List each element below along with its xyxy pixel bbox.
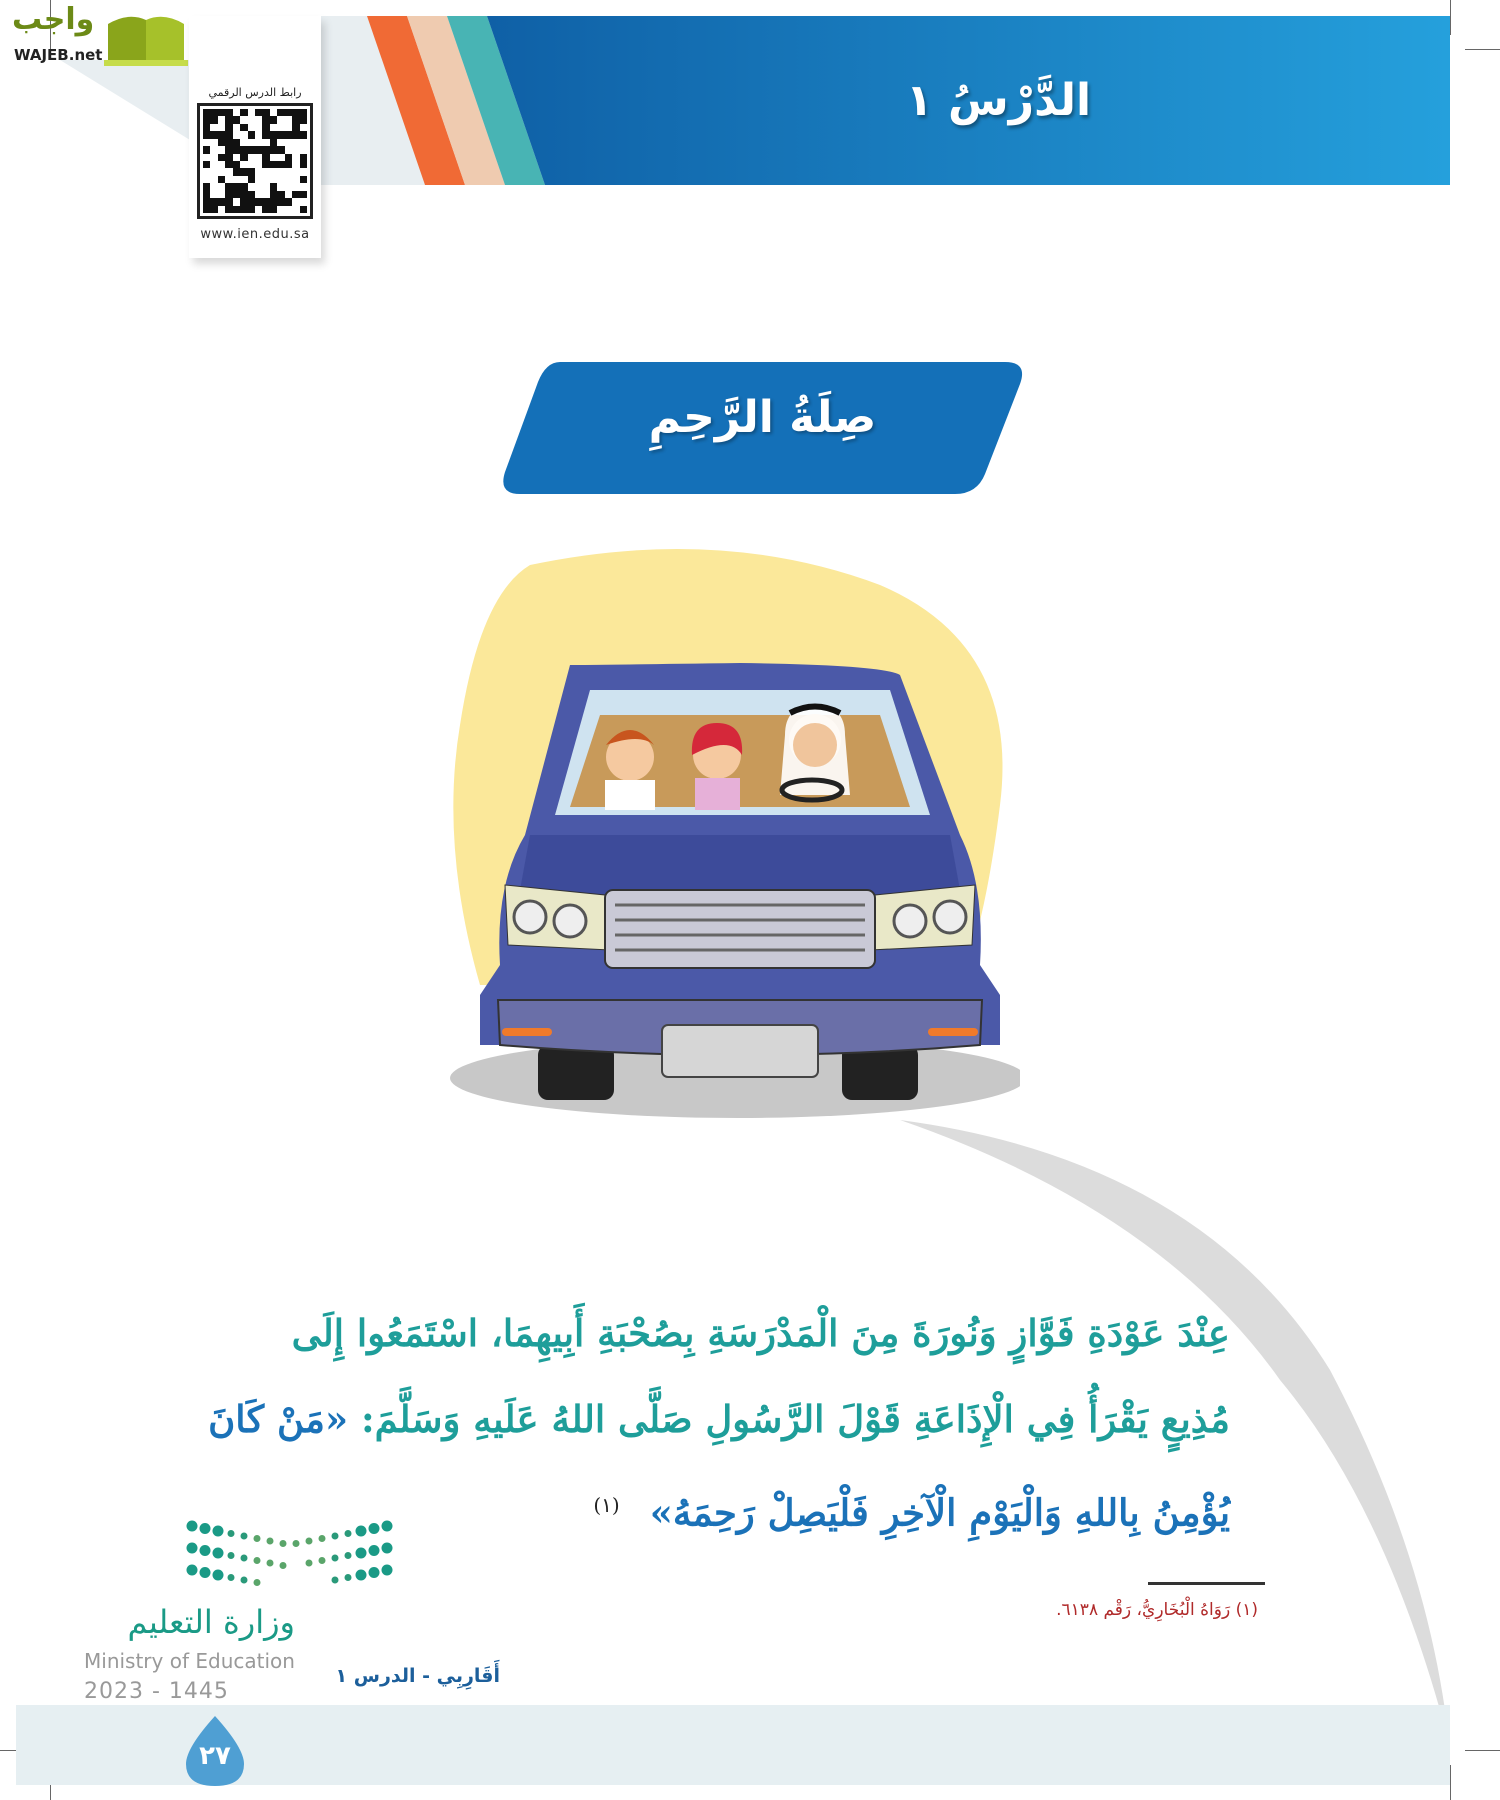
qr-module bbox=[285, 146, 292, 153]
qr-module bbox=[292, 124, 299, 131]
qr-module bbox=[292, 206, 299, 213]
qr-module bbox=[248, 176, 255, 183]
hadith-quote: «مَنْ كَانَ bbox=[208, 1397, 349, 1441]
qr-module bbox=[285, 109, 292, 116]
qr-module bbox=[292, 176, 299, 183]
qr-module bbox=[277, 109, 284, 116]
qr-module bbox=[240, 168, 247, 175]
qr-module bbox=[277, 176, 284, 183]
qr-module bbox=[233, 161, 240, 168]
qr-module bbox=[218, 183, 225, 190]
qr-module bbox=[262, 109, 269, 116]
crop-mark bbox=[1465, 49, 1500, 50]
qr-module bbox=[203, 131, 210, 138]
logo-dot bbox=[213, 1526, 224, 1537]
qr-module bbox=[277, 139, 284, 146]
qr-module bbox=[277, 198, 284, 205]
qr-module bbox=[277, 116, 284, 123]
paragraph-line: عِنْدَ عَوْدَةِ فَوَّازٍ وَنُورَةَ مِنَ الْمَدْرَسَةِ بِصُحْبَةِ أَبِيهِمَا، اسْتَمَعُوا إِلَى bbox=[291, 1311, 1230, 1355]
qr-module bbox=[285, 183, 292, 190]
logo-dot bbox=[319, 1557, 326, 1564]
qr-module bbox=[203, 168, 210, 175]
qr-module bbox=[225, 124, 232, 131]
qr-module bbox=[255, 146, 262, 153]
qr-module bbox=[225, 168, 232, 175]
logo-dot bbox=[200, 1545, 211, 1556]
logo-dot bbox=[280, 1540, 287, 1547]
qr-module bbox=[225, 139, 232, 146]
family-car-illustration bbox=[440, 545, 1020, 1125]
qr-module bbox=[210, 161, 217, 168]
qr-module bbox=[240, 198, 247, 205]
qr-module bbox=[255, 176, 262, 183]
qr-module bbox=[233, 139, 240, 146]
qr-label: رابط الدرس الرقمي bbox=[208, 86, 302, 99]
lesson-intro-paragraph bbox=[190, 1290, 1230, 1555]
qr-module bbox=[262, 146, 269, 153]
logo-dot bbox=[382, 1521, 393, 1532]
qr-module bbox=[218, 168, 225, 175]
qr-module bbox=[300, 116, 307, 123]
qr-module bbox=[248, 109, 255, 116]
qr-module bbox=[285, 131, 292, 138]
qr-module bbox=[292, 198, 299, 205]
qr-module bbox=[292, 131, 299, 138]
qr-module bbox=[203, 109, 210, 116]
qr-module bbox=[210, 198, 217, 205]
logo-dot bbox=[187, 1521, 198, 1532]
qr-module bbox=[300, 109, 307, 116]
qr-module bbox=[233, 116, 240, 123]
qr-module bbox=[255, 206, 262, 213]
logo-dot bbox=[369, 1545, 380, 1556]
qr-module bbox=[270, 161, 277, 168]
qr-module bbox=[292, 146, 299, 153]
qr-module bbox=[262, 206, 269, 213]
qr-module bbox=[210, 139, 217, 146]
qr-module bbox=[203, 198, 210, 205]
qr-module bbox=[240, 116, 247, 123]
logo-dot bbox=[280, 1562, 287, 1569]
lesson-banner bbox=[367, 16, 1450, 185]
qr-module bbox=[240, 154, 247, 161]
qr-module bbox=[277, 191, 284, 198]
logo-dot bbox=[356, 1548, 367, 1559]
qr-module bbox=[225, 154, 232, 161]
qr-module bbox=[300, 176, 307, 183]
qr-module bbox=[292, 168, 299, 175]
qr-module bbox=[300, 124, 307, 131]
footnote-divider bbox=[1148, 1582, 1265, 1585]
qr-module bbox=[218, 191, 225, 198]
qr-module bbox=[218, 131, 225, 138]
qr-module bbox=[218, 139, 225, 146]
qr-module bbox=[292, 109, 299, 116]
qr-module bbox=[233, 198, 240, 205]
qr-module bbox=[277, 131, 284, 138]
qr-module bbox=[255, 168, 262, 175]
qr-module bbox=[285, 206, 292, 213]
qr-module bbox=[240, 183, 247, 190]
qr-module bbox=[255, 124, 262, 131]
qr-module bbox=[270, 109, 277, 116]
qr-module bbox=[203, 124, 210, 131]
qr-module bbox=[255, 191, 262, 198]
qr-module bbox=[300, 139, 307, 146]
crop-mark bbox=[1450, 0, 1451, 35]
qr-module bbox=[203, 191, 210, 198]
qr-module bbox=[270, 124, 277, 131]
logo-dot bbox=[241, 1577, 248, 1584]
qr-module bbox=[248, 191, 255, 198]
qr-module bbox=[218, 206, 225, 213]
qr-module bbox=[225, 206, 232, 213]
qr-module bbox=[240, 176, 247, 183]
qr-module bbox=[255, 183, 262, 190]
qr-module bbox=[300, 198, 307, 205]
ministry-logo-dots bbox=[186, 1518, 396, 1590]
qr-module bbox=[262, 154, 269, 161]
logo-dot bbox=[369, 1567, 380, 1578]
qr-module bbox=[255, 131, 262, 138]
qr-module bbox=[300, 161, 307, 168]
logo-dot bbox=[228, 1552, 235, 1559]
qr-module bbox=[225, 191, 232, 198]
wajeb-brand-ar: واجب bbox=[12, 2, 95, 37]
page-number: ٢٧ bbox=[199, 1741, 231, 1771]
qr-module bbox=[292, 116, 299, 123]
logo-dot bbox=[267, 1538, 274, 1545]
qr-module bbox=[270, 168, 277, 175]
qr-module bbox=[240, 109, 247, 116]
qr-module bbox=[262, 124, 269, 131]
qr-module bbox=[210, 124, 217, 131]
qr-module bbox=[203, 183, 210, 190]
qr-module bbox=[277, 124, 284, 131]
qr-module bbox=[285, 124, 292, 131]
qr-module bbox=[233, 176, 240, 183]
qr-module bbox=[277, 183, 284, 190]
qr-module bbox=[255, 154, 262, 161]
qr-module bbox=[203, 206, 210, 213]
crop-mark bbox=[1450, 1765, 1451, 1800]
qr-module bbox=[218, 116, 225, 123]
qr-module bbox=[270, 183, 277, 190]
paragraph-line bbox=[190, 1376, 1230, 1462]
crop-mark bbox=[1465, 1750, 1500, 1751]
footnote-reference[interactable]: (١) bbox=[593, 1493, 620, 1517]
qr-module bbox=[210, 176, 217, 183]
qr-module bbox=[210, 168, 217, 175]
qr-module bbox=[218, 146, 225, 153]
logo-dot bbox=[213, 1548, 224, 1559]
logo-dot bbox=[345, 1530, 352, 1537]
qr-module bbox=[300, 154, 307, 161]
qr-module bbox=[203, 116, 210, 123]
qr-module bbox=[210, 206, 217, 213]
logo-dot bbox=[213, 1570, 224, 1581]
qr-card[interactable] bbox=[189, 16, 321, 258]
qr-module bbox=[218, 154, 225, 161]
qr-module bbox=[255, 109, 262, 116]
qr-module bbox=[218, 109, 225, 116]
logo-dot bbox=[254, 1557, 261, 1564]
logo-dot bbox=[356, 1526, 367, 1537]
qr-module bbox=[225, 161, 232, 168]
wajeb-logo bbox=[8, 4, 188, 66]
qr-module bbox=[203, 154, 210, 161]
qr-module bbox=[300, 131, 307, 138]
qr-module bbox=[210, 109, 217, 116]
qr-module bbox=[233, 146, 240, 153]
qr-module bbox=[210, 183, 217, 190]
lesson-label: أَقَارِبِي - الدرس ١ bbox=[335, 1665, 500, 1687]
logo-dot bbox=[254, 1579, 261, 1586]
qr-module bbox=[292, 139, 299, 146]
qr-module bbox=[262, 168, 269, 175]
qr-module bbox=[270, 139, 277, 146]
qr-module bbox=[225, 146, 232, 153]
qr-module bbox=[300, 168, 307, 175]
qr-module bbox=[248, 116, 255, 123]
logo-dot bbox=[332, 1555, 339, 1562]
logo-dot bbox=[332, 1577, 339, 1584]
qr-module bbox=[225, 198, 232, 205]
logo-dot bbox=[187, 1565, 198, 1576]
logo-dot bbox=[345, 1574, 352, 1581]
qr-module bbox=[262, 131, 269, 138]
qr-module bbox=[277, 154, 284, 161]
logo-dot bbox=[187, 1543, 198, 1554]
qr-module bbox=[210, 131, 217, 138]
qr-module bbox=[262, 183, 269, 190]
qr-module bbox=[248, 154, 255, 161]
lesson-title: الدَّرْسُ ١ bbox=[905, 75, 1092, 126]
qr-module bbox=[225, 109, 232, 116]
qr-module bbox=[240, 191, 247, 198]
qr-module bbox=[210, 146, 217, 153]
qr-module bbox=[248, 183, 255, 190]
logo-dot bbox=[382, 1543, 393, 1554]
qr-module bbox=[270, 176, 277, 183]
qr-module bbox=[300, 183, 307, 190]
qr-module bbox=[240, 124, 247, 131]
qr-module bbox=[270, 116, 277, 123]
qr-module bbox=[225, 131, 232, 138]
qr-module bbox=[270, 206, 277, 213]
qr-module bbox=[255, 198, 262, 205]
qr-module bbox=[300, 191, 307, 198]
logo-dot bbox=[382, 1565, 393, 1576]
qr-module bbox=[248, 168, 255, 175]
qr-module bbox=[277, 168, 284, 175]
qr-module bbox=[262, 191, 269, 198]
qr-module bbox=[285, 168, 292, 175]
logo-dot bbox=[200, 1523, 211, 1534]
qr-module bbox=[300, 206, 307, 213]
qr-module bbox=[233, 206, 240, 213]
paragraph-text: مُذِيعٍ يَقْرَأُ فِي الْإِذَاعَةِ قَوْلَ الرَّسُولِ صَلَّى اللهُ عَلَيهِ وَسَلَّمَ: bbox=[361, 1397, 1230, 1441]
qr-module bbox=[248, 124, 255, 131]
qr-module bbox=[248, 206, 255, 213]
qr-module bbox=[203, 161, 210, 168]
logo-dot bbox=[254, 1535, 261, 1542]
qr-module bbox=[210, 191, 217, 198]
ministry-year: 2023 - 1445 bbox=[84, 1679, 229, 1704]
qr-module bbox=[285, 161, 292, 168]
qr-module bbox=[285, 154, 292, 161]
qr-module bbox=[292, 161, 299, 168]
qr-module bbox=[255, 139, 262, 146]
qr-module bbox=[300, 146, 307, 153]
qr-module bbox=[255, 116, 262, 123]
qr-module bbox=[270, 191, 277, 198]
qr-module bbox=[270, 146, 277, 153]
qr-module bbox=[285, 139, 292, 146]
qr-module bbox=[225, 116, 232, 123]
qr-module bbox=[233, 183, 240, 190]
qr-module bbox=[218, 161, 225, 168]
qr-module bbox=[240, 146, 247, 153]
ministry-name-ar: وزارة التعليم bbox=[127, 1603, 295, 1641]
topic-title: صِلَةُ الرَّحِمِ bbox=[648, 392, 877, 443]
hadith-quote: يُؤْمِنُ بِاللهِ وَالْيَوْمِ الْآخِرِ فَلْيَصِلْ رَحِمَهُ» bbox=[649, 1490, 1230, 1535]
logo-dot bbox=[356, 1570, 367, 1581]
qr-module bbox=[277, 146, 284, 153]
qr-module bbox=[270, 131, 277, 138]
qr-module bbox=[277, 161, 284, 168]
logo-dot bbox=[293, 1540, 300, 1547]
qr-module bbox=[285, 176, 292, 183]
qr-module bbox=[240, 161, 247, 168]
qr-module bbox=[285, 116, 292, 123]
qr-module bbox=[210, 154, 217, 161]
qr-module bbox=[240, 206, 247, 213]
qr-module bbox=[203, 176, 210, 183]
qr-url[interactable]: www.ien.edu.sa bbox=[200, 227, 310, 242]
qr-module bbox=[225, 176, 232, 183]
qr-module bbox=[262, 161, 269, 168]
qr-module bbox=[277, 206, 284, 213]
logo-dot bbox=[319, 1535, 326, 1542]
qr-module bbox=[248, 131, 255, 138]
qr-module bbox=[218, 198, 225, 205]
logo-dot bbox=[369, 1523, 380, 1534]
qr-module bbox=[218, 176, 225, 183]
qr-module bbox=[233, 131, 240, 138]
qr-module bbox=[233, 109, 240, 116]
qr-module bbox=[270, 198, 277, 205]
qr-module bbox=[292, 191, 299, 198]
qr-module bbox=[270, 154, 277, 161]
qr-module bbox=[233, 124, 240, 131]
logo-dot bbox=[306, 1538, 313, 1545]
qr-module bbox=[262, 198, 269, 205]
qr-module bbox=[233, 191, 240, 198]
qr-module bbox=[233, 168, 240, 175]
qr-module bbox=[240, 139, 247, 146]
qr-module bbox=[262, 176, 269, 183]
ministry-name-en: Ministry of Education bbox=[84, 1649, 295, 1673]
qr-module bbox=[240, 131, 247, 138]
footnote: (١) رَوَاهُ الْبُخَارِيُّ، رَقْم ٦١٣٨. bbox=[1056, 1600, 1258, 1620]
qr-module bbox=[292, 183, 299, 190]
logo-dot bbox=[241, 1555, 248, 1562]
logo-dot bbox=[241, 1533, 248, 1540]
qr-module bbox=[262, 116, 269, 123]
logo-dot bbox=[267, 1560, 274, 1567]
qr-module bbox=[203, 139, 210, 146]
qr-module bbox=[285, 198, 292, 205]
qr-module bbox=[218, 124, 225, 131]
logo-dot bbox=[306, 1560, 313, 1567]
qr-code[interactable] bbox=[197, 103, 313, 219]
qr-module bbox=[210, 116, 217, 123]
qr-module bbox=[292, 154, 299, 161]
logo-dot bbox=[332, 1533, 339, 1540]
qr-module bbox=[262, 139, 269, 146]
qr-module bbox=[255, 161, 262, 168]
qr-module bbox=[248, 139, 255, 146]
logo-dot bbox=[228, 1530, 235, 1537]
qr-module bbox=[248, 161, 255, 168]
qr-module bbox=[225, 183, 232, 190]
qr-module bbox=[203, 146, 210, 153]
qr-module bbox=[248, 198, 255, 205]
topic-title-banner bbox=[500, 362, 1025, 494]
logo-dot bbox=[228, 1574, 235, 1581]
wajeb-brand-en: WAJEB.net bbox=[14, 46, 103, 64]
qr-module bbox=[248, 146, 255, 153]
logo-dot bbox=[345, 1552, 352, 1559]
logo-dot bbox=[200, 1567, 211, 1578]
qr-module bbox=[233, 154, 240, 161]
qr-module bbox=[285, 191, 292, 198]
